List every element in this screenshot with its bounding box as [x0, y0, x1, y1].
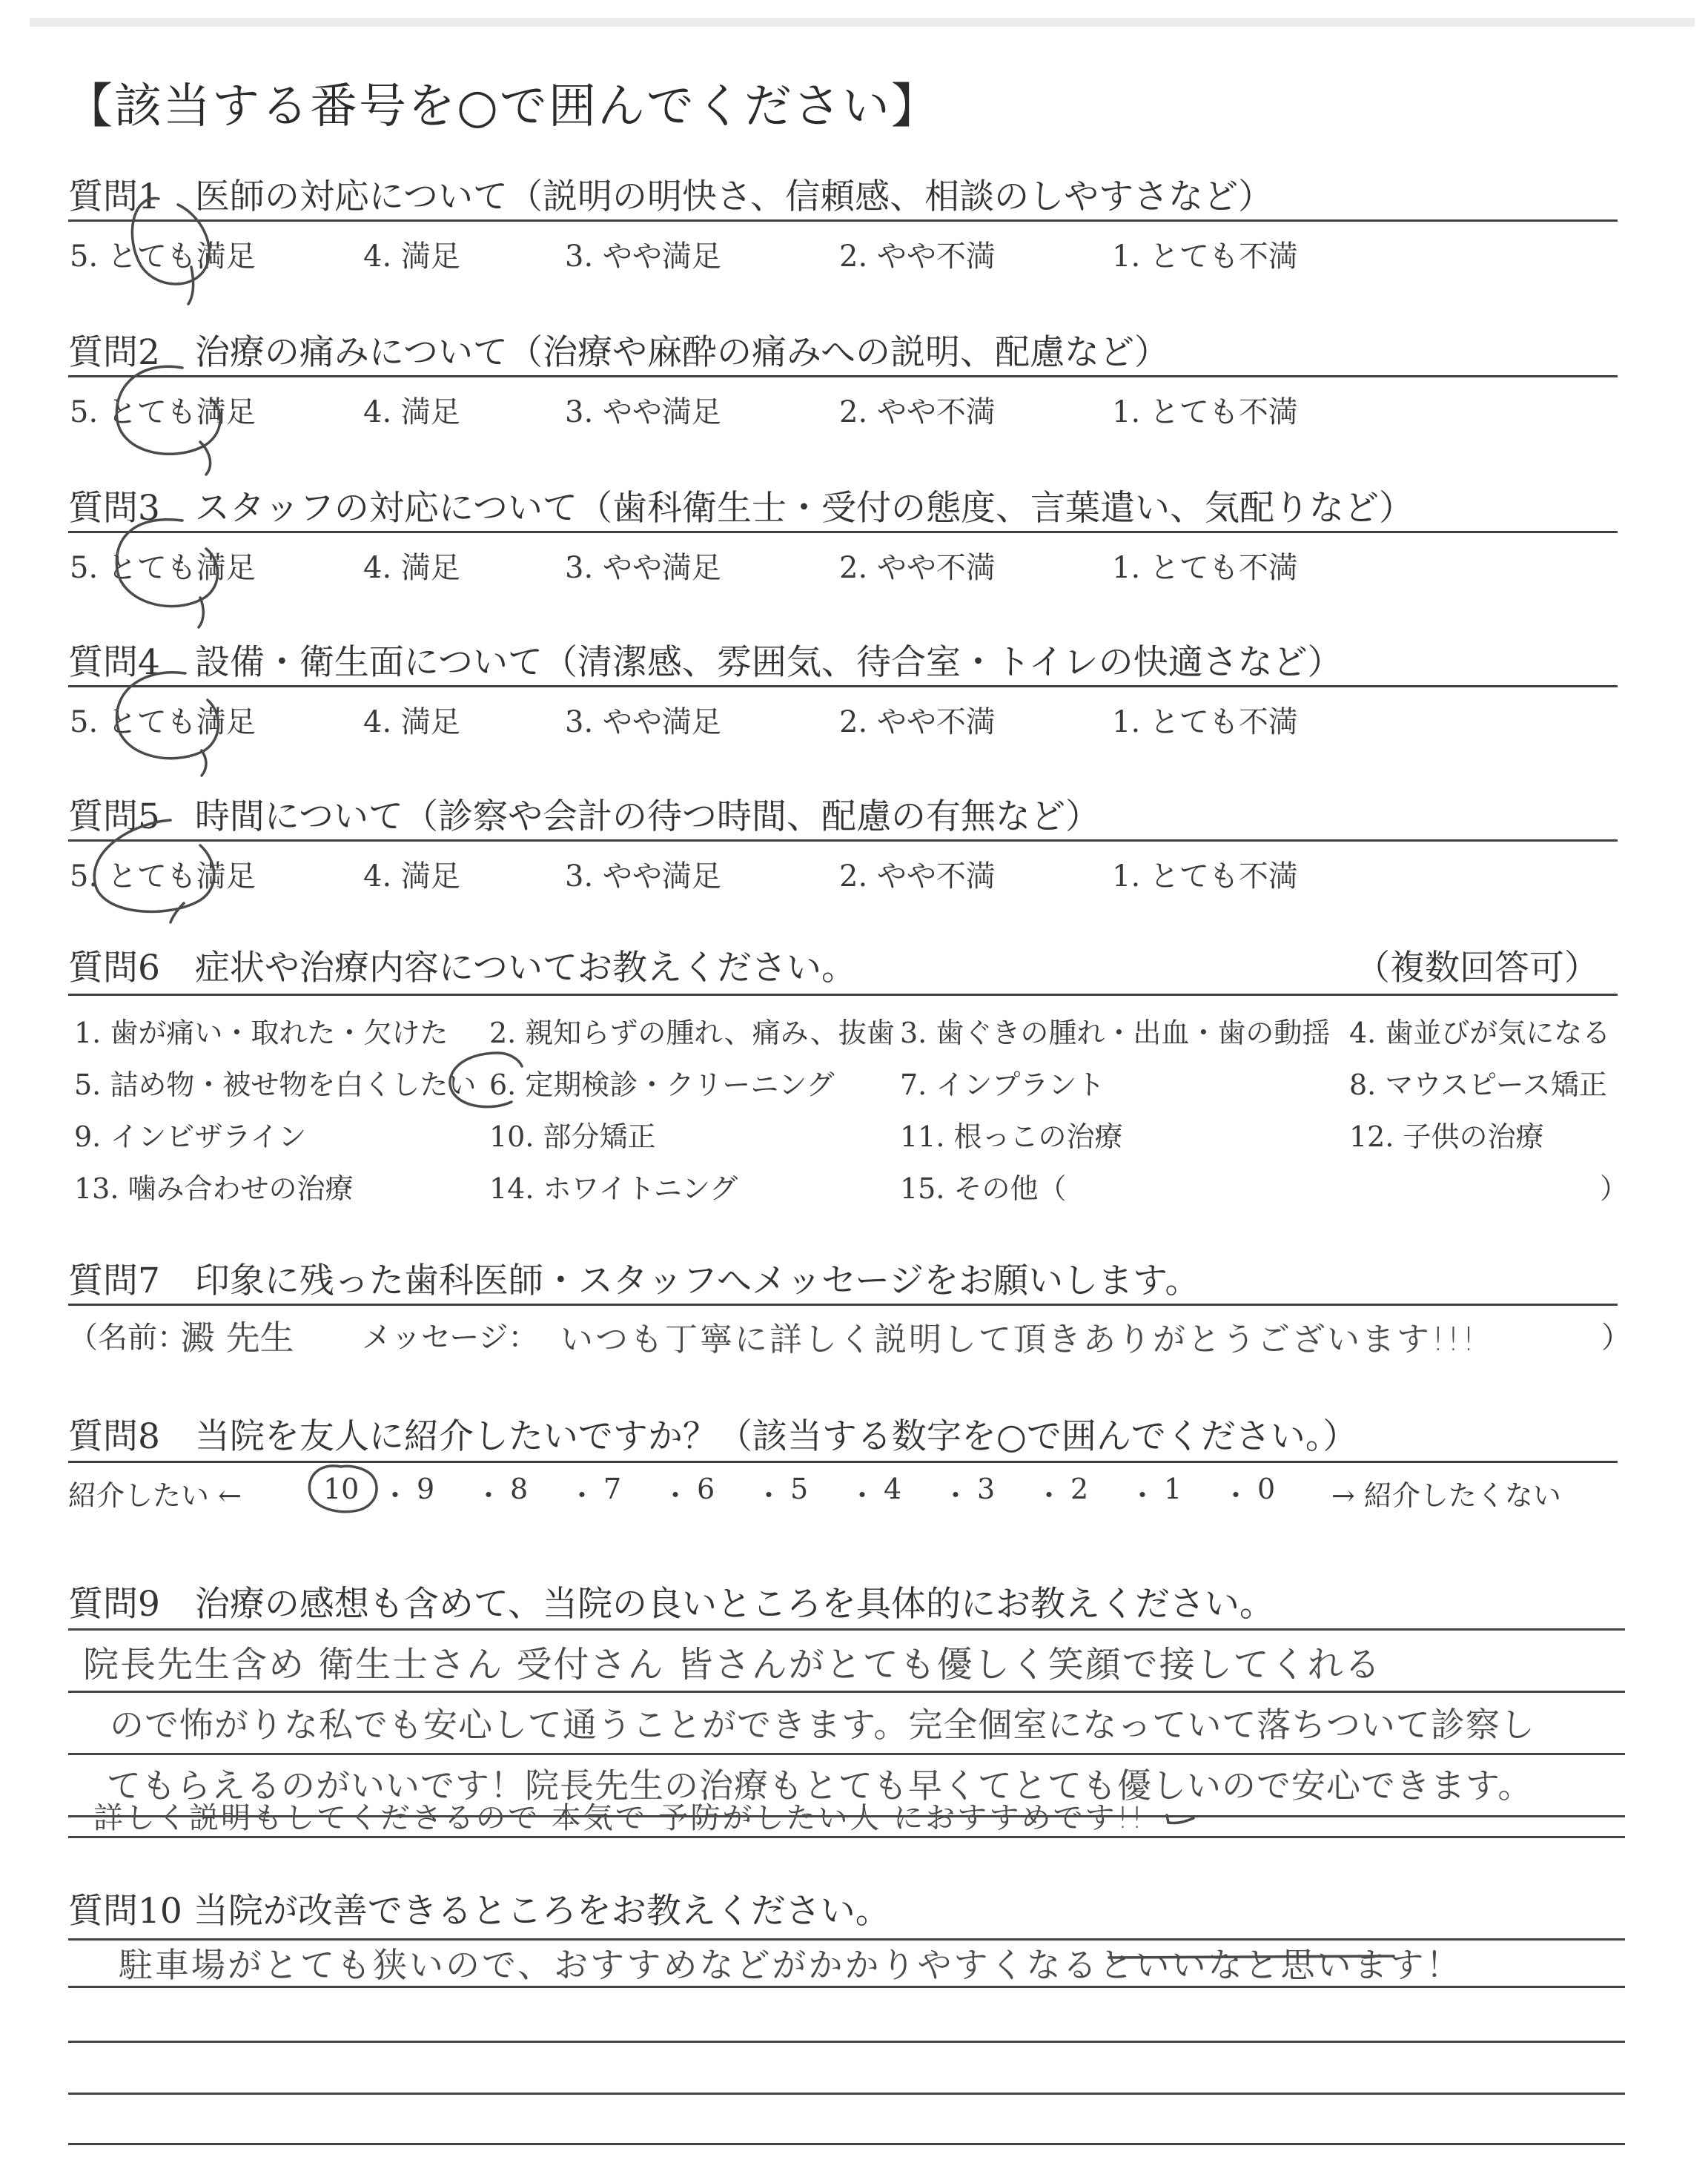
q5-rule: [68, 839, 1618, 842]
q6-item-1[interactable]: 1. 歯が痛い・取れた・欠けた: [74, 1017, 448, 1049]
q2-option-1[interactable]: 1. とても不満: [1112, 395, 1298, 429]
q8-scale-separator: ・: [755, 1479, 784, 1512]
q9-line-0: [68, 1628, 1625, 1631]
q9-answer-line-1: 院長先生含め 衛生士さん 受付さん 皆さんがとても優しく笑顔で接してくれる: [83, 1644, 1382, 1685]
q8-scale-3[interactable]: 3: [977, 1473, 996, 1505]
q6-rule: [68, 994, 1618, 996]
q2-option-5[interactable]: 5. とても満足: [70, 395, 256, 429]
q6-item-14[interactable]: 14. ホワイトニング: [489, 1172, 738, 1205]
q1-option-4[interactable]: 4. 満足: [363, 240, 460, 274]
q8-scale-7[interactable]: 7: [603, 1473, 622, 1505]
q6-item-11[interactable]: 11. 根っこの治療: [900, 1120, 1123, 1153]
q6-item-12[interactable]: 12. 子供の治療: [1349, 1120, 1544, 1153]
q8-scale-separator: ・: [941, 1479, 970, 1512]
q3-title: 質問3 スタッフの対応について（歯科衛生士・受付の態度、言葉遣い、気配りなど）: [68, 488, 1414, 529]
q8-left-label: 紹介したい ←: [68, 1479, 242, 1512]
q3-option-1[interactable]: 1. とても不満: [1112, 551, 1298, 585]
q6-title: 質問6 症状や治療内容についてお教えください。: [68, 948, 856, 988]
page-title: 【該当する番号を○で囲んでください】: [65, 79, 940, 134]
q6-item-8[interactable]: 8. マウスピース矯正: [1349, 1069, 1607, 1101]
q9-line-2: [68, 1753, 1625, 1755]
q2-option-2[interactable]: 2. やや不満: [839, 395, 996, 429]
q10-line-4: [68, 2143, 1625, 2145]
q10-line-2: [68, 2041, 1625, 2043]
q3-option-5[interactable]: 5. とても満足: [70, 551, 256, 585]
q8-scale-8[interactable]: 8: [510, 1473, 529, 1505]
q5-option-3[interactable]: 3. やや満足: [565, 859, 721, 894]
q4-option-1[interactable]: 1. とても不満: [1112, 705, 1298, 739]
q5-option-4[interactable]: 4. 満足: [363, 859, 460, 894]
q6-item-5[interactable]: 5. 詰め物・被せ物を白くしたい: [74, 1069, 477, 1101]
q6-item-9[interactable]: 9. インビザライン: [74, 1120, 307, 1153]
q4-title: 質問4 設備・衛生面について（清潔感、雰囲気、待合室・トイレの快適さなど）: [68, 642, 1343, 683]
q9-answer-line-4: 詳しく説明もしてくださるので 本気で 予防がしたい人 におすすめです!!: [93, 1801, 1145, 1835]
q8-scale-4[interactable]: 4: [884, 1473, 902, 1505]
q8-scale-9[interactable]: 9: [417, 1473, 435, 1505]
q6-item-3[interactable]: 3. 歯ぐきの腫れ・出血・歯の動揺: [900, 1017, 1331, 1049]
q9-answer-line-2: ので怖がりな私でも安心して通うことができます。完全個室になっていて落ちついて診察し: [110, 1705, 1535, 1745]
q1-option-5[interactable]: 5. とても満足: [70, 240, 256, 274]
q9-answer-line-3: てもらえるのがいいです！院長先生の治療もとても早くてとても優しいので安心できます。: [107, 1766, 1533, 1806]
q8-scale-separator: ・: [1222, 1479, 1251, 1512]
q7-message-value: いつも丁寧に詳しく説明して頂きありがとうございます!!!: [560, 1321, 1477, 1358]
q8-scale-2[interactable]: 2: [1070, 1473, 1089, 1505]
q10-line-3: [68, 2093, 1625, 2095]
q2-rule: [68, 375, 1618, 377]
q1-option-1[interactable]: 1. とても不満: [1112, 240, 1298, 274]
q3-option-3[interactable]: 3. やや満足: [565, 551, 721, 585]
q7-name-value: 澱 先生: [181, 1318, 294, 1358]
q4-option-3[interactable]: 3. やや満足: [565, 705, 721, 739]
q6-item-7[interactable]: 7. インプラント: [900, 1069, 1105, 1101]
q7-message-label: メッセージ：: [362, 1321, 538, 1355]
q7-close: ）: [1601, 1321, 1631, 1355]
q2-option-4[interactable]: 4. 満足: [363, 395, 460, 429]
q8-rule: [68, 1461, 1618, 1463]
q10-title: 質問10 当院が改善できるところをお教えください。: [68, 1891, 890, 1932]
q8-scale-6[interactable]: 6: [697, 1473, 715, 1505]
q9-line-1: [68, 1691, 1625, 1693]
q5-option-2[interactable]: 2. やや不満: [839, 859, 996, 894]
q4-rule: [68, 685, 1618, 687]
q8-scale-separator: ・: [848, 1479, 877, 1512]
q5-option-5[interactable]: 5. とても満足: [70, 859, 256, 894]
q8-scale-1[interactable]: 1: [1164, 1473, 1182, 1505]
q3-option-2[interactable]: 2. やや不満: [839, 551, 996, 585]
q3-option-4[interactable]: 4. 満足: [363, 551, 460, 585]
q4-option-2[interactable]: 2. やや不満: [839, 705, 996, 739]
q8-right-label: → 紹介したくない: [1331, 1479, 1561, 1512]
q1-rule: [68, 219, 1618, 222]
q6-item-10[interactable]: 10. 部分矯正: [489, 1120, 656, 1153]
q8-scale-separator: ・: [474, 1479, 503, 1512]
q8-scale-separator: ・: [568, 1479, 597, 1512]
q6-item-4[interactable]: 4. 歯並びが気になる: [1349, 1017, 1611, 1049]
q6-item-15[interactable]: 15. その他（: [900, 1172, 1067, 1205]
q5-title: 質問5 時間について（診察や会計の待つ時間、配慮の有無など）: [68, 796, 1100, 837]
q8-scale-5[interactable]: 5: [790, 1473, 809, 1505]
q3-rule: [68, 531, 1618, 533]
q2-option-3[interactable]: 3. やや満足: [565, 395, 721, 429]
q1-option-3[interactable]: 3. やや満足: [565, 240, 721, 274]
q9-title: 質問9 治療の感想も含めて、当院の良いところを具体的にお教えください。: [68, 1584, 1274, 1625]
q7-name-label: （名前：: [68, 1321, 187, 1355]
q2-title: 質問2 治療の痛みについて（治療や麻酔の痛みへの説明、配慮など）: [68, 332, 1170, 373]
q6-item-2[interactable]: 2. 親知らずの腫れ、痛み、抜歯: [489, 1017, 895, 1049]
q8-title: 質問8 当院を友人に紹介したいですか？（該当する数字を○で囲んでください。）: [68, 1416, 1358, 1457]
q5-option-1[interactable]: 1. とても不満: [1112, 859, 1298, 894]
q6-item-6[interactable]: 6. 定期検診・クリーニング: [489, 1069, 835, 1101]
q1-option-2[interactable]: 2. やや不満: [839, 240, 996, 274]
q8-scale-0[interactable]: 0: [1257, 1473, 1276, 1505]
q8-scale-10[interactable]: 10: [323, 1473, 360, 1505]
q8-scale-separator: ・: [661, 1479, 690, 1512]
q6-multi-note: （複数回答可）: [1355, 948, 1599, 988]
q4-option-5[interactable]: 5. とても満足: [70, 705, 256, 739]
q7-title: 質問7 印象に残った歯科医師・スタッフへメッセージをお願いします。: [68, 1261, 1200, 1301]
q8-scale-separator: ・: [381, 1479, 410, 1512]
q4-option-4[interactable]: 4. 満足: [363, 705, 460, 739]
q1-title: 質問1 医師の対応について（説明の明快さ、信頼感、相談のしやすさなど）: [68, 176, 1274, 217]
q8-scale-separator: ・: [1035, 1479, 1064, 1512]
q6-item-13[interactable]: 13. 噛み合わせの治療: [74, 1172, 354, 1205]
scan-edge: [30, 18, 1695, 27]
q8-scale-separator: ・: [1128, 1479, 1157, 1512]
q7-rule: [68, 1304, 1618, 1306]
q6-item-16: ）: [1600, 1172, 1629, 1205]
q10-answer-line-1: 駐車場がとても狭いので、おすすめなどがかかりやすくなるといいなと思います！: [119, 1945, 1463, 1985]
